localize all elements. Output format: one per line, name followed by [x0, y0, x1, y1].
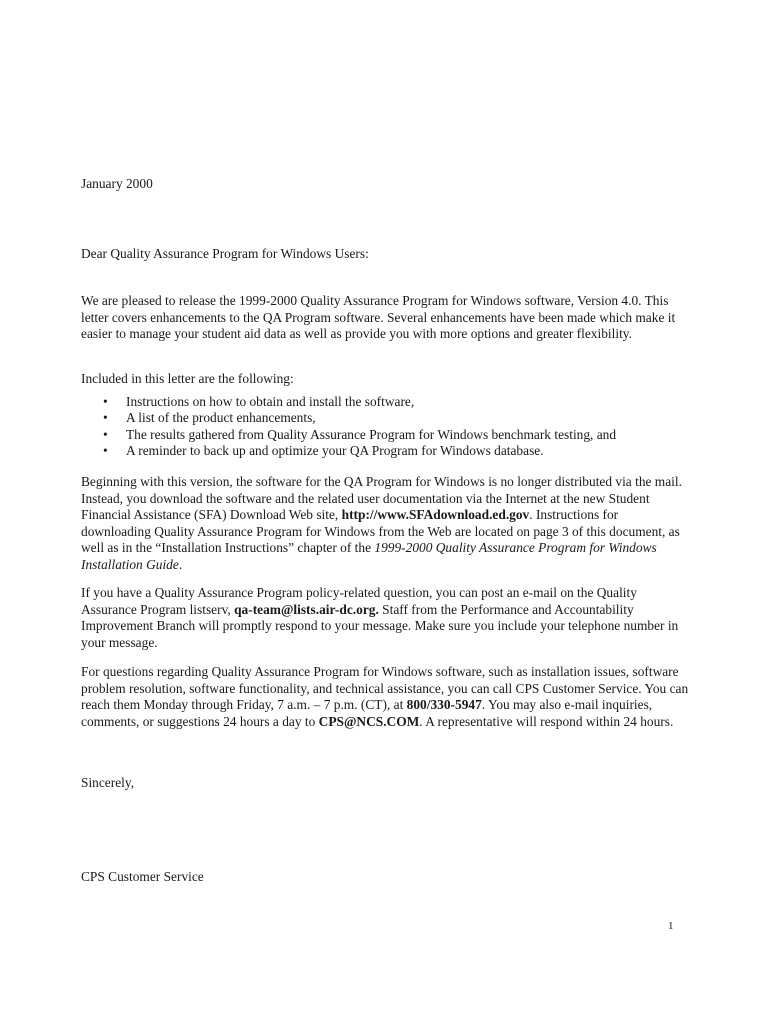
list-item	[81, 394, 691, 410]
support-text-3: . A representative will respond within 24 hours.	[419, 713, 674, 729]
policy-text-2: Staff from the Performance and Accountability Improvement Branch will promptly respond to your message. Make sure you include your telephone number in your message.	[81, 601, 679, 650]
intro-paragraph: We are pleased to release the 1999-2000 Quality Assurance Program for Windows software, Version 4.0. This letter covers enhancements to the QA Program software. Several enhancements have been made which make it easier to manage your student aid data as well as provide you with more options and greater flexibility.	[81, 293, 676, 342]
policy-text-1: If you have a Quality Assurance Program policy-related question, you can post an e-mail on the Quality Assurance Program listserv,	[81, 585, 637, 617]
enhancement-list	[81, 394, 691, 460]
list-item	[81, 443, 691, 459]
support-email-link[interactable]: CPS@NCS.COM	[318, 713, 420, 729]
letter-date: January 2000	[81, 176, 153, 191]
download-text-3: .	[178, 556, 183, 572]
support-text-2: . You may also e-mail inquiries, comments, or suggestions 24 hours a day to	[81, 697, 653, 729]
bullet-icon: •	[103, 394, 108, 409]
support-text-1: For questions regarding Quality Assurance Program for Windows software, such as installation issues, software problem resolution, software functionality, and technical assistance, you can call CPS Customer Service. You can reach them Monday through Friday, 7 a.m. – 7 p.m. (CT), at	[81, 664, 689, 713]
page-number: 1	[668, 920, 674, 932]
list-intro: Included in this letter are the following:	[81, 371, 294, 386]
download-paragraph	[81, 474, 691, 574]
guide-title: 1999-2000 Quality Assurance Program for Windows Installation Guide	[81, 540, 657, 572]
download-text-2: . Instructions for downloading Quality Assurance Program for Windows from the Web are located on page 3 of this document, as well as in the “Installation Instructions” chapter of the	[81, 507, 680, 556]
policy-paragraph	[81, 585, 691, 651]
list-item-text: A list of the product enhancements,	[126, 410, 316, 426]
listserv-email-link[interactable]: qa-team@lists.air-dc.org.	[234, 601, 379, 617]
closing: Sincerely,	[81, 775, 135, 790]
download-site-link[interactable]: http://www.SFAdownload.ed.gov	[341, 507, 530, 523]
list-item-text: The results gathered from Quality Assurance Program for Windows benchmark testing, and	[126, 426, 617, 442]
signature: CPS Customer Service	[81, 869, 204, 884]
list-item-text: A reminder to back up and optimize your QA Program for Windows database.	[126, 443, 544, 459]
bullet-icon: •	[103, 410, 108, 426]
support-phone: 800/330-5947	[406, 697, 482, 713]
list-item	[81, 410, 691, 426]
salutation: Dear Quality Assurance Program for Windows Users:	[81, 246, 369, 261]
support-paragraph	[81, 664, 691, 730]
list-item-text: Instructions on how to obtain and install the software,	[126, 394, 415, 409]
list-item	[81, 427, 691, 443]
bullet-icon: •	[103, 443, 108, 459]
download-text-1: Beginning with this version, the software for the QA Program for Windows is no longer distributed via the mail. Instead, you download the software and the related user documentation via the Internet at the new Student Financial Assistance (SFA) Download Web site,	[81, 474, 682, 523]
bullet-icon: •	[103, 426, 108, 442]
